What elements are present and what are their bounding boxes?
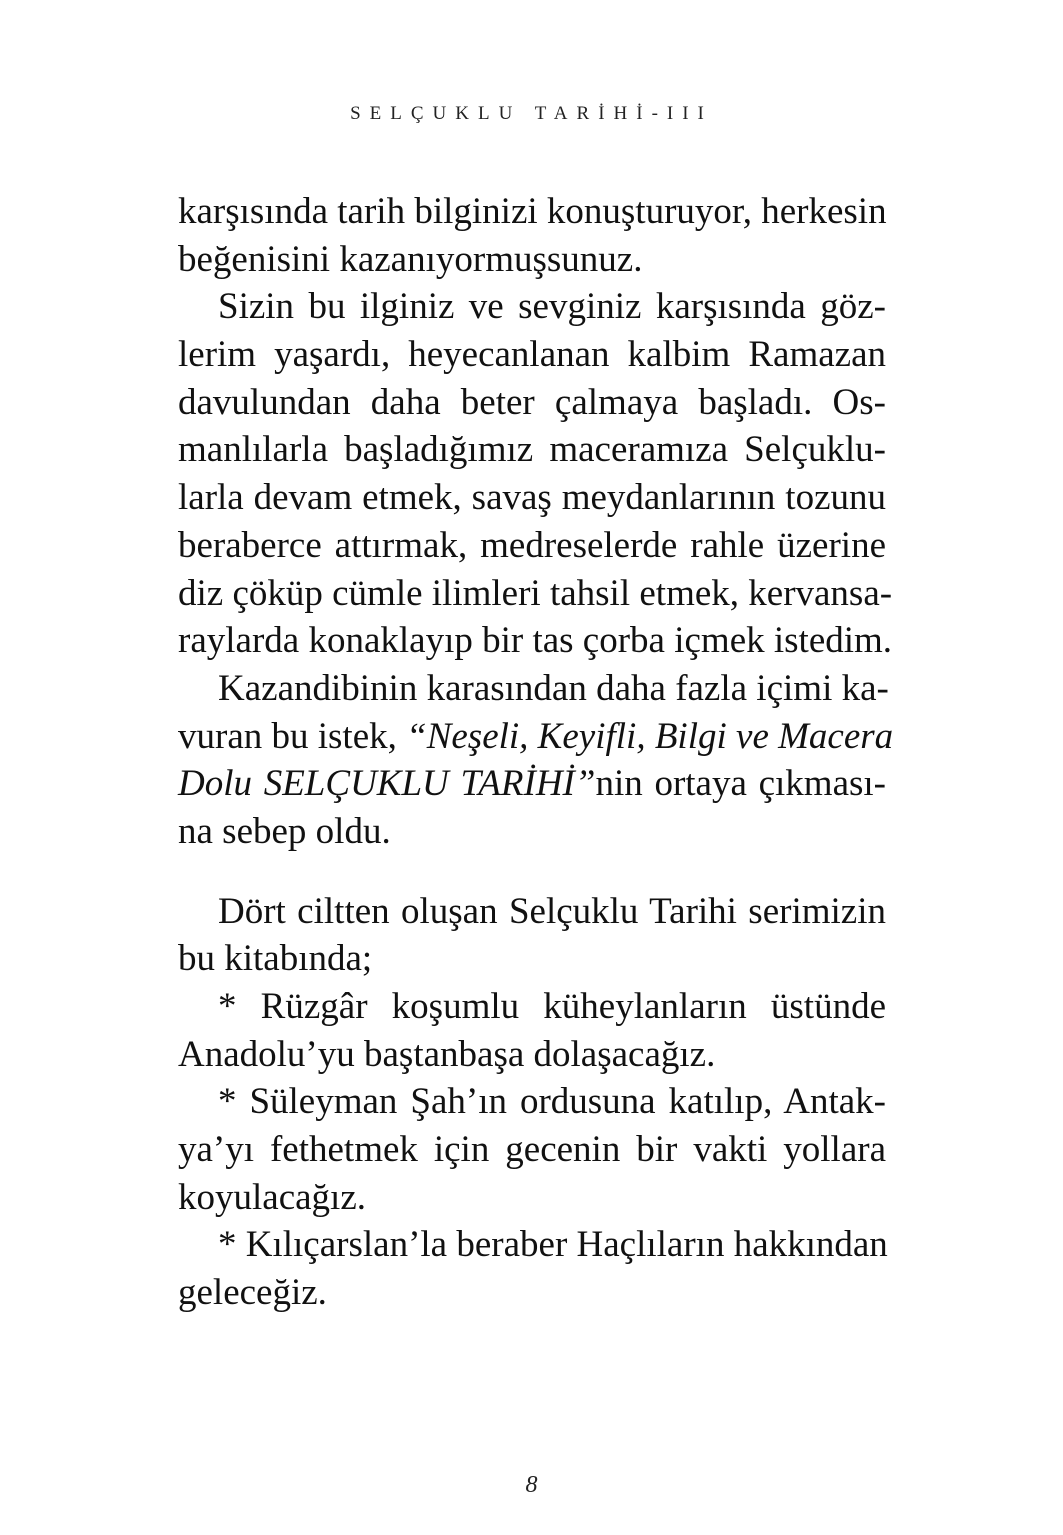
text-line: * Süleyman Şah’ın ordusuna katılıp, Antak- (218, 1081, 886, 1123)
text-line: na sebep oldu. (178, 810, 391, 852)
paragraph-3 (178, 665, 894, 856)
text-line: Sizin bu ilginiz ve sevginiz karşısında göz- (218, 286, 886, 328)
text-line: manlılarla başladığımız maceramıza Selçuklu- (178, 429, 886, 471)
text-line: * Kılıçarslan’la beraber Haçlıların hakkından (218, 1224, 888, 1266)
text-line: raylarda konaklayıp bir tas çorba içmek istedim. (178, 620, 893, 662)
bullet-item-2 (178, 1078, 886, 1221)
running-head: SELÇUKLU TARİHİ-III (350, 103, 713, 124)
text-line: davulundan daha beter çalmaya başladı. Os- (178, 381, 886, 423)
paragraph-2 (178, 283, 893, 665)
text-line: bu kitabında; (178, 938, 373, 980)
book-title-italic: “Neşeli, Keyifli, Bilgi ve Macera (406, 715, 894, 757)
text-line: Kazandibinin karasından daha fazla içimi ka- (218, 667, 889, 709)
text-line: geleceğiz. (178, 1272, 327, 1314)
bullet-item-1 (178, 983, 886, 1078)
text-line: koyulacağız. (178, 1176, 366, 1218)
text-line: * Rüzgâr koşumlu küheylanların üstünde (218, 986, 886, 1027)
text-line: ya’yı fethetmek için gecenin bir vakti yollara (178, 1129, 886, 1171)
text-line: Anadolu’yu baştanbaşa dolaşacağız. (178, 1033, 716, 1075)
book-title-italic: Dolu SELÇUKLU TARİHİ” (178, 763, 596, 805)
text-line (178, 760, 886, 808)
text-line: beğenisini kazanıyormuşsunuz. (178, 238, 643, 280)
paragraph-4 (178, 888, 886, 983)
body-text (178, 188, 894, 1317)
text-line: lerim yaşardı, heyecanlanan kalbim Ramazan (178, 334, 886, 376)
paragraph-1 (178, 188, 886, 283)
page-number: 8 (525, 1472, 538, 1498)
paragraph-gap (178, 856, 886, 888)
text-line: karşısında tarih bilginizi konuşturuyor, herkesin (178, 191, 887, 232)
text-line: Dört ciltten oluşan Selçuklu Tarihi serimizin (218, 890, 886, 932)
bullet-item-3 (178, 1221, 886, 1316)
text-line: diz çöküp cümle ilimleri tahsil etmek, kervansa- (178, 572, 893, 614)
text-line: beraberce attırmak, medreselerde rahle üzerine (178, 524, 886, 566)
text-segment: vuran bu istek, (178, 715, 407, 757)
text-line: larla devam etmek, savaş meydanlarının tozunu (178, 477, 886, 519)
text-line (178, 713, 894, 761)
text-segment: nin ortaya çıkması- (595, 763, 886, 805)
